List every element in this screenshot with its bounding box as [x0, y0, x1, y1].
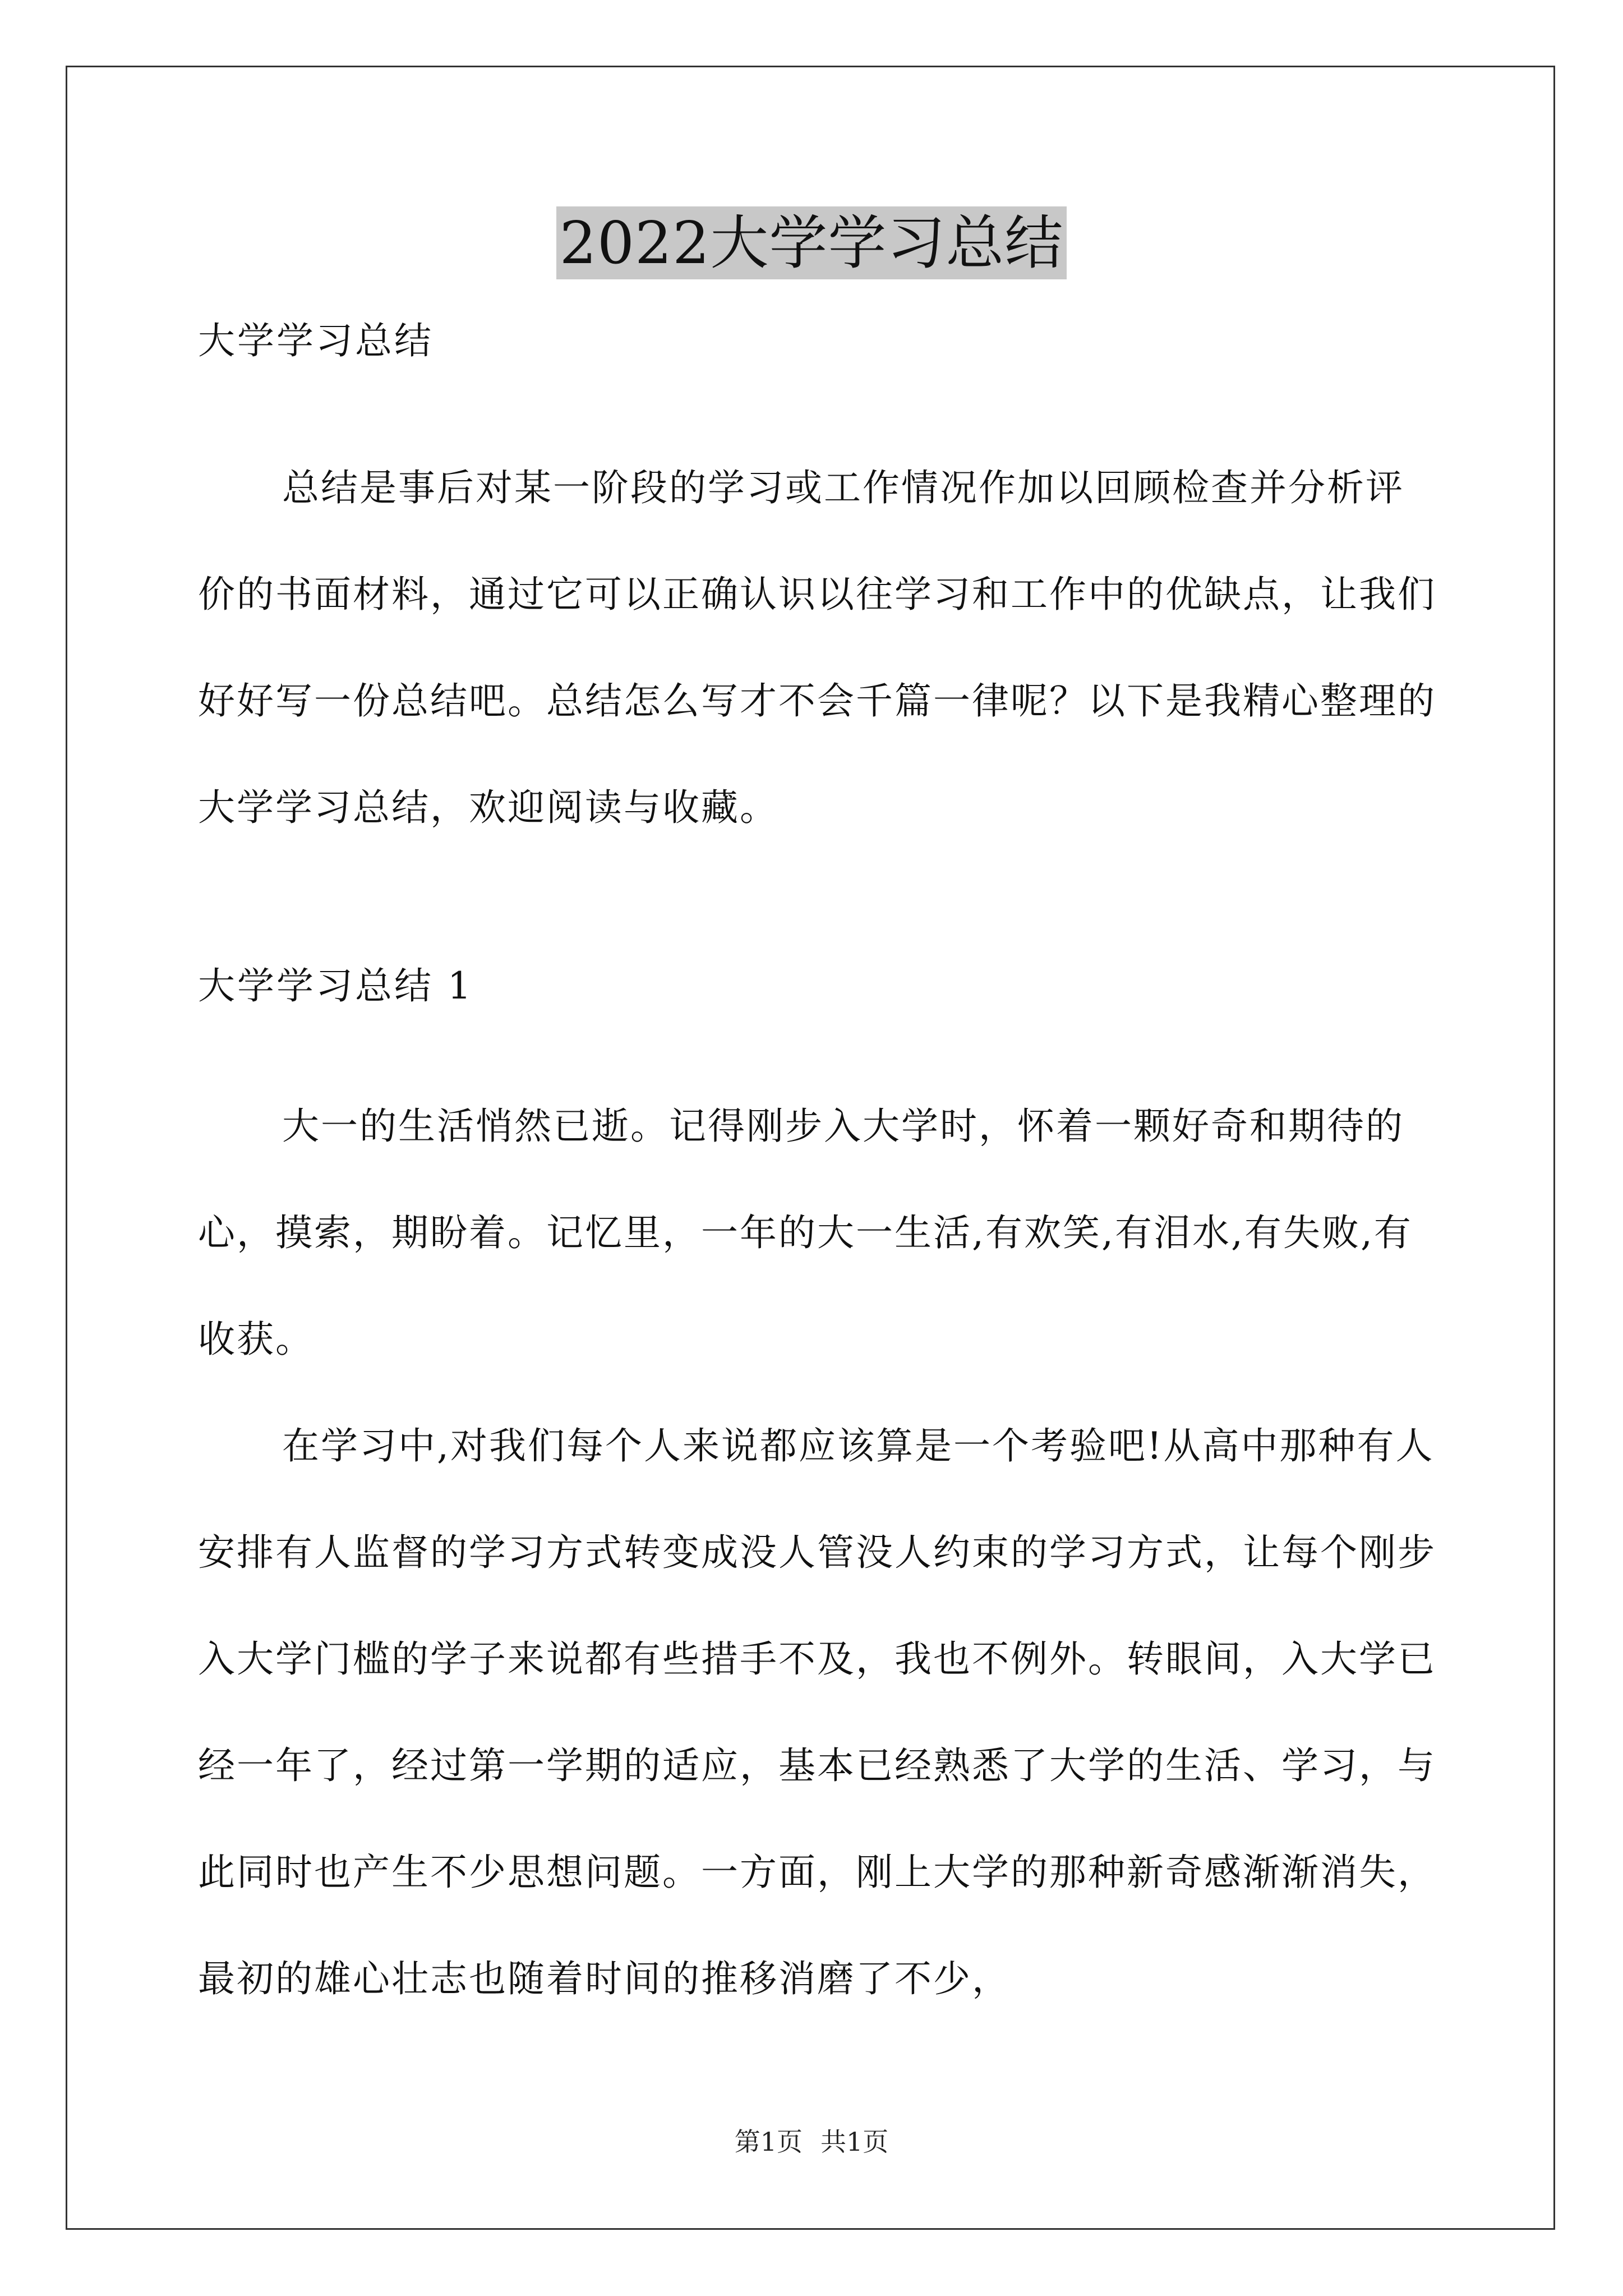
- section-heading-intro: 大学学习总结: [198, 319, 434, 362]
- intro-paragraph: 总结是事后对某一阶段的学习或工作情况作加以回顾检查并分析评价的书面材料，通过它可以正确认识以往学习和工作中的优缺点，让我们好好写一份总结吧。总结怎么写才不会千篇一律呢？以下是我精心整理的大学学习总结，欢迎阅读与收藏。: [198, 466, 1436, 829]
- document-title: 2022大学学习总结: [556, 206, 1067, 279]
- page-footer: [0, 2125, 1623, 2159]
- section-heading-1: 大学学习总结 1: [198, 964, 473, 1007]
- page-number-total: 共1页: [820, 2127, 889, 2157]
- title-container: [0, 206, 1623, 279]
- paragraph-1: 大一的生活悄然已逝。记得刚步入大学时，怀着一颗好奇和期待的心，摸索，期盼着。记忆里，一年的大一生活,有欢笑,有泪水,有失败,有收获。: [198, 1105, 1413, 1361]
- paragraph-2: 在学习中,对我们每个人来说都应该算是一个考验吧!从高中那种有人安排有人监督的学习方式转变成没人管没人约束的学习方式，让每个刚步入大学门槛的学子来说都有些措手不及，我也不例外。转眼间，入大学已经一年了，经过第一学期的适应，基本已经熟悉了大学的生活、学习，与此同时也产生不少思想问题。一方面，刚上大学的那种新奇感渐渐消失，最初的雄心壮志也随着时间的推移消磨了不少，: [198, 1424, 1436, 2000]
- page-number-current: 第1页: [734, 2127, 803, 2157]
